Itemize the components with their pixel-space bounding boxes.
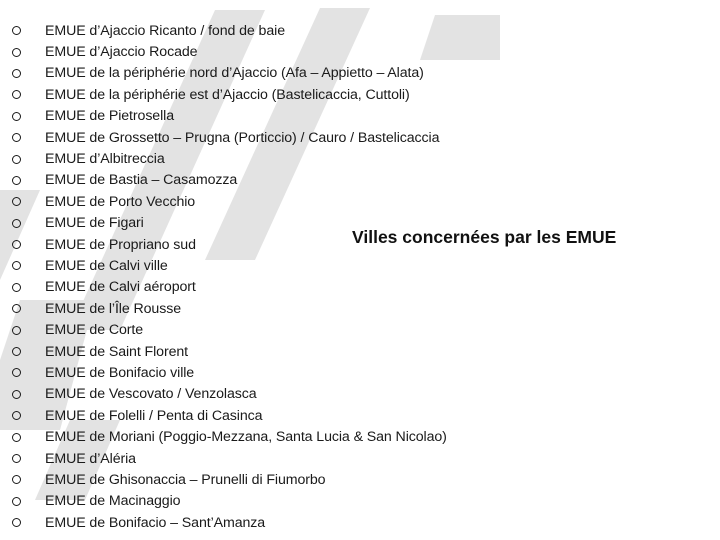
list-item-text: EMUE de la périphérie nord d’Ajaccio (Afa – Appietto – Alata) [45,65,424,82]
list-item [10,405,447,426]
bullet-icon [12,69,21,78]
list-item-text: EMUE de Pietrosella [45,108,174,125]
bullet-icon [12,176,21,185]
list-item [10,384,447,405]
bullet-icon [12,326,21,335]
list-item-text: EMUE de la périphérie est d’Ajaccio (Bastelicaccia, Cuttoli) [45,86,410,103]
bullet-icon [12,240,21,249]
list-item [10,469,447,490]
bullet-icon [12,304,21,313]
list-item-text: EMUE de Calvi ville [45,257,168,274]
bullet-icon [12,219,21,228]
list-item-text: EMUE de Bastia – Casamozza [45,172,238,189]
list-item-text: EMUE de Figari [45,215,144,232]
list-item [10,191,447,212]
bullet-icon [12,197,21,206]
list-item-text: EMUE de Macinaggio [45,493,181,510]
list-item-text: EMUE de Folelli / Penta di Casinca [45,407,263,424]
list-item-text: EMUE de Vescovato / Venzolasca [45,386,257,403]
list-item-text: EMUE de Corte [45,322,144,339]
list-item-text: EMUE de Propriano sud [45,236,196,253]
list-item [10,298,447,319]
bullet-icon [12,48,21,57]
list-item-text: EMUE de Bonifacio ville [45,364,195,381]
bullet-icon [12,390,21,399]
list-item-text: EMUE de Moriani (Poggio-Mezzana, Santa Lucia & San Nicolao) [45,429,447,446]
list-item-text: EMUE de Saint Florent [45,343,188,360]
list-item [10,255,447,276]
list-item-text: EMUE de Porto Vecchio [45,193,196,210]
list-item [10,106,447,127]
bullet-icon [12,368,21,377]
list-item [10,448,447,469]
bullet-icon [12,518,21,527]
list-item [10,127,447,148]
bullet-icon [12,454,21,463]
list-item-text: EMUE de Ghisonaccia – Prunelli di Fiumorbo [45,471,326,488]
bullet-icon [12,283,21,292]
list-item-text: EMUE de Grossetto – Prugna (Porticcio) / Cauro / Bastelicaccia [45,129,440,146]
list-item-text: EMUE d’Aléria [45,450,136,467]
list-item [10,41,447,62]
bullet-icon [12,475,21,484]
list-item [10,362,447,383]
list-item-text: EMUE d’Ajaccio Rocade [45,44,198,61]
list-item [10,148,447,169]
list-item [10,170,447,191]
bullet-icon [12,497,21,506]
bullet-icon [12,433,21,442]
emue-city-list [10,20,447,533]
list-item-text: EMUE de l’Île Rousse [45,300,181,317]
bullet-icon [12,261,21,270]
bullet-icon [12,155,21,164]
list-item [10,512,447,533]
list-item [10,84,447,105]
bullet-icon [12,26,21,35]
list-item-text: EMUE d’Ajaccio Ricanto / fond de baie [45,22,285,39]
list-item [10,426,447,447]
list-item [10,341,447,362]
bullet-icon [12,133,21,142]
list-item-text: EMUE d’Albitreccia [45,151,165,168]
list-item [10,63,447,84]
list-item-text: EMUE de Bonifacio – Sant’Amanza [45,514,266,531]
list-item [10,319,447,340]
list-item [10,277,447,298]
list-item-text: EMUE de Calvi aéroport [45,279,196,296]
bullet-icon [12,90,21,99]
list-item [10,491,447,512]
bullet-icon [12,112,21,121]
bullet-icon [12,411,21,420]
list-item [10,20,447,41]
bullet-icon [12,347,21,356]
caption-title: Villes concernées par les EMUE [352,227,617,247]
